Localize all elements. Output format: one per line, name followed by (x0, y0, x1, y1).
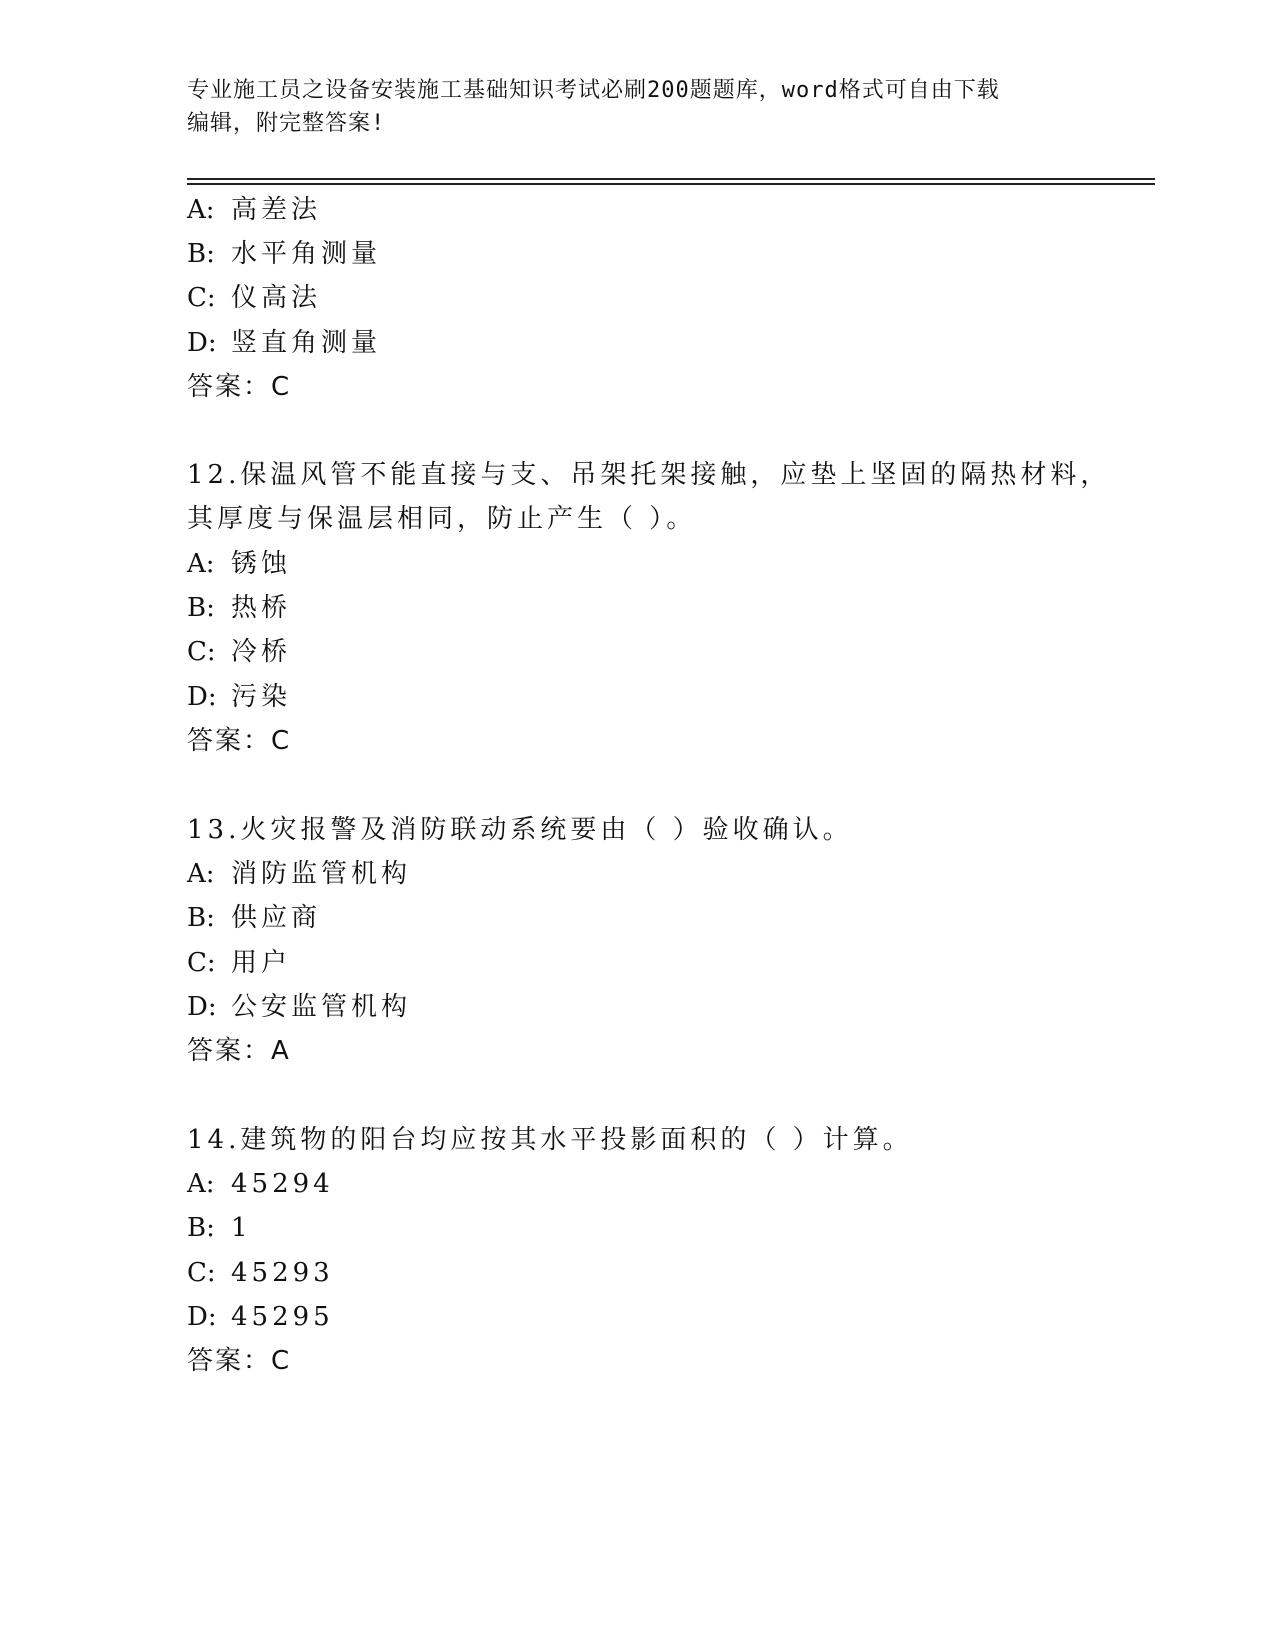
q14-option-b (187, 1211, 252, 1245)
q12-option-a-text: 锈蚀 (231, 549, 292, 579)
q11-option-a-text: 高差法 (231, 195, 322, 225)
q12-option-c-letter: C: (187, 637, 216, 667)
q13-option-d (187, 990, 411, 1024)
q13-option-a (187, 857, 411, 891)
q12-answer: 答案：C (187, 726, 292, 756)
q14-option-d-text: 45295 (231, 1302, 334, 1332)
q12-option-d-letter: D: (187, 682, 217, 712)
q13-option-c-text: 用户 (231, 948, 292, 978)
q13-option-b-letter: B: (187, 903, 215, 933)
q13-option-c-letter: C: (187, 948, 216, 978)
q14-option-c (187, 1256, 334, 1290)
q13-stem-line-1: 13.火灾报警及消防联动系统要由（ ）验收确认。 (187, 815, 853, 845)
q14-option-b-text: 1 (231, 1213, 252, 1243)
q11-option-a (187, 193, 321, 227)
q12-option-d (187, 680, 291, 714)
q12-stem-line-1: 12.保温风管不能直接与支、吊架托架接触，应垫上坚固的隔热材料， (187, 460, 1111, 490)
header-divider-top (187, 178, 1155, 180)
q13-option-b (187, 901, 321, 935)
q11-option-c-letter: C: (187, 283, 216, 313)
q11-option-a-letter: A: (187, 195, 215, 225)
q12-stem-line-2: 其厚度与保温层相同，防止产生（ ）。 (187, 504, 697, 534)
q12-option-b (187, 591, 291, 625)
q11-option-d-letter: D: (187, 328, 217, 358)
q14-option-a (187, 1167, 334, 1201)
q11-option-b-letter: B: (187, 239, 215, 269)
q14-option-a-letter: A: (187, 1169, 215, 1199)
q14-option-a-text: 45294 (231, 1169, 334, 1199)
q14-answer: 答案：C (187, 1346, 292, 1376)
q14-stem-line-1: 14.建筑物的阳台均应按其水平投影面积的（ ）计算。 (187, 1125, 913, 1155)
q13-option-d-text: 公安监管机构 (231, 992, 412, 1022)
q14-option-d-letter: D: (187, 1302, 217, 1332)
q13-option-d-letter: D: (187, 992, 217, 1022)
q11-option-c-text: 仪高法 (231, 283, 322, 313)
q11-answer: 答案：C (187, 372, 292, 402)
q13-answer: 答案：A (187, 1036, 291, 1066)
q14-option-c-text: 45293 (231, 1258, 334, 1288)
q12-option-c (187, 635, 291, 669)
header-divider-bottom (187, 183, 1155, 185)
q14-option-d (187, 1300, 334, 1334)
q12-option-c-text: 冷桥 (231, 637, 292, 667)
q13-option-b-text: 供应商 (231, 903, 322, 933)
q13-option-a-text: 消防监管机构 (231, 859, 412, 889)
q11-option-d-text: 竖直角测量 (231, 328, 382, 358)
q12-option-d-text: 污染 (231, 682, 292, 712)
document-header (187, 74, 1077, 140)
q14-option-b-letter: B: (187, 1213, 215, 1243)
q12-option-a-letter: A: (187, 549, 215, 579)
header-title-line-1: 专业施工员之设备安装施工基础知识考试必刷200题题库，word格式可自由下载 (187, 78, 1000, 103)
q11-option-b (187, 237, 381, 271)
q11-option-c (187, 281, 321, 315)
q11-option-d (187, 326, 381, 360)
q13-option-c (187, 946, 291, 980)
q12-option-b-letter: B: (187, 593, 215, 623)
q13-option-a-letter: A: (187, 859, 215, 889)
header-title-line-2: 编辑，附完整答案! (187, 111, 386, 136)
q14-option-c-letter: C: (187, 1258, 216, 1288)
q12-option-a (187, 547, 291, 581)
q11-option-b-text: 水平角测量 (231, 239, 382, 269)
q12-option-b-text: 热桥 (231, 593, 292, 623)
